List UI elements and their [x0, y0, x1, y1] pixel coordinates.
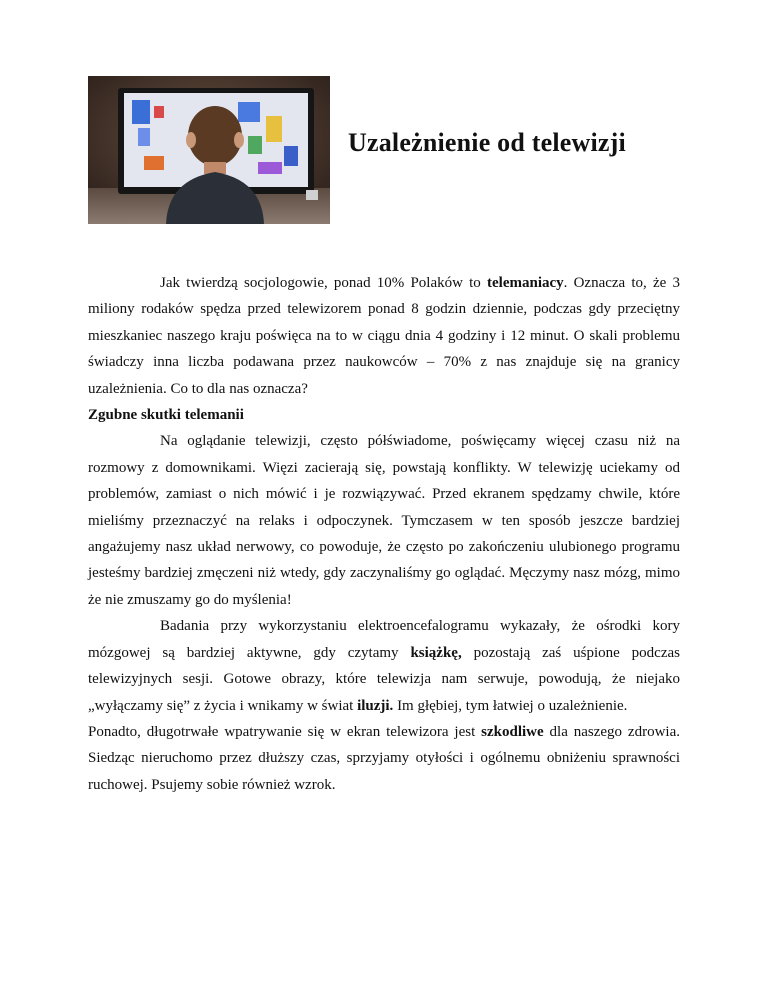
page-title: Uzależnienie od telewizji: [348, 128, 626, 157]
paragraph-effects: Na oglądanie telewizji, często półświadome, poświęcamy więcej czasu niż na rozmowy z domownikami. Więzi zacierają się, powstają konflikty. W telewizję uciekamy od problemów, zamiast o nich mówić i je rozwiązywać. Przed ekranem spędzamy chwile, które mieliśmy przeznaczyć na relaks i odpoczynek. Tymczasem w ten sposób jeszcze bardziej angażujemy nasz układ nerwowy, co powoduje, że często po zakończeniu ulubionego programu jesteśmy bardziej zmęczeni niż wtedy, gdy zaczynaliśmy go oglądać. Męczymy nasz mózg, mimo że nie zmuszamy go do myślenia!: [88, 433, 680, 608]
paragraph-health: Ponadto, długotrwałe wpatrywanie się w ekran telewizora jest szkodliwe dla naszego zdrowia. Siedząc nieruchomo przez dłuższy czas, sprzyjamy otyłości i ogólnemu obniżeniu sprawności ruchowej. Psujemy sobie również wzrok.: [88, 723, 680, 793]
keyword-iluzji: iluzji.: [357, 697, 394, 714]
keyword-telemaniacy: telemaniacy: [487, 275, 564, 291]
section-heading: Zgubne skutki telemanii: [88, 407, 244, 424]
paragraph-research: Badania przy wykorzystaniu elektroencefalogramu wykazały, że ośrodki kory mózgowej są bardziej aktywne, gdy czytamy książkę, pozostają zaś uśpione podczas telewizyjnych sesji. Gotowe obrazy, które telewizja nam serwuje, powodują, że niejako „wyłączamy się” z życia i wnikamy w świat iluzji. Im głębiej, tym łatwiej o uzależnienie.: [88, 618, 680, 714]
keyword-ksiazke: książkę,: [410, 644, 462, 661]
paragraph-intro: Jak twierdzą socjologowie, ponad 10% Polaków to telemaniacy. Oznacza to, że 3 miliony rodaków spędza przed telewizorem ponad 8 godzin dziennie, podczas gdy przeciętny mieszkaniec naszego kraju poświęca na to w ciągu dnia 4 godziny i 12 minut. O skali problemu świadczy inna liczba podawana przez naukowców – 70% z nas znajduje się na granicy uzależnienia. Co to dla nas oznacza?: [88, 275, 680, 397]
article-body: [88, 270, 680, 798]
child-watching-tv-photo: [88, 76, 330, 224]
keyword-szkodliwe: szkodliwe: [481, 723, 544, 740]
